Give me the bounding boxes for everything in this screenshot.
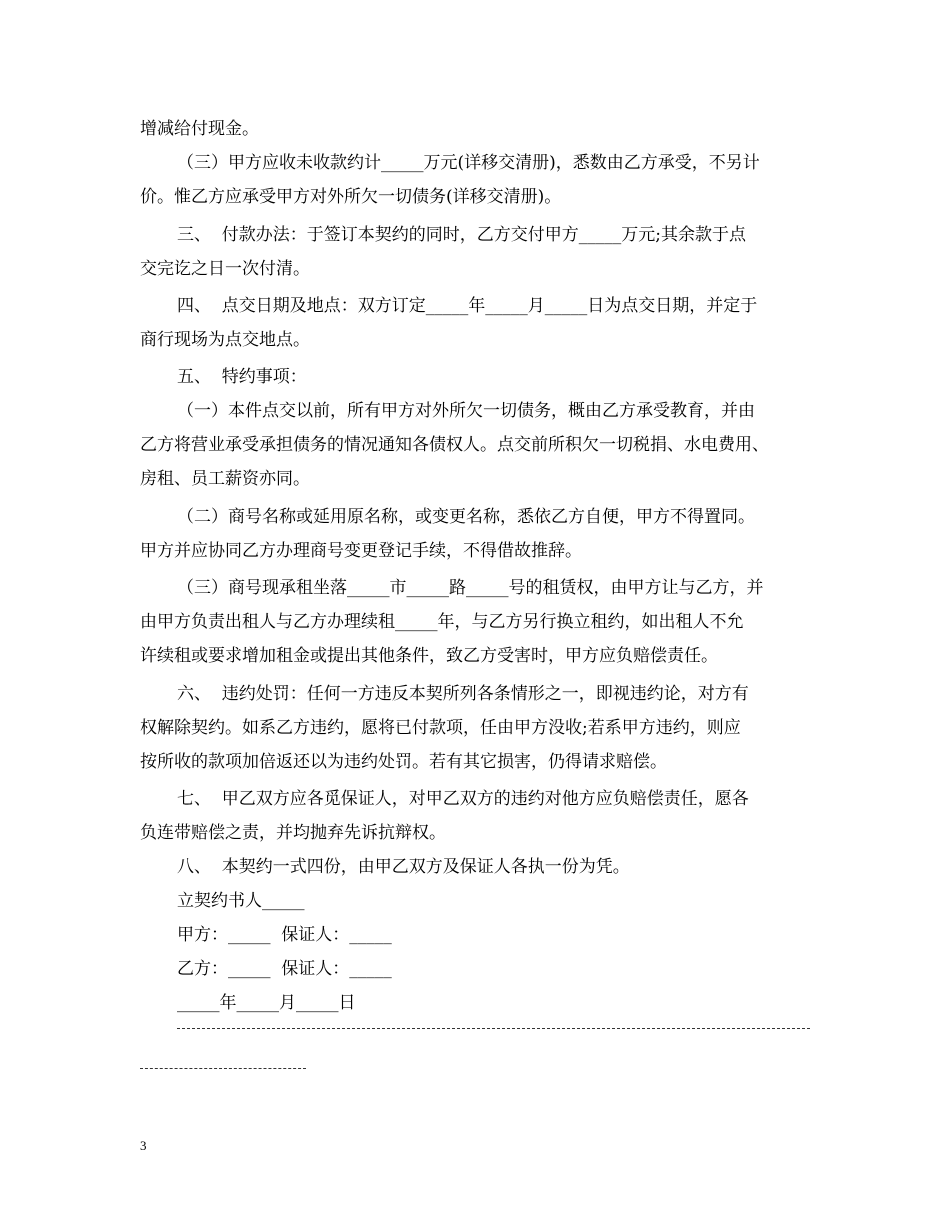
text-line: 房租、员工薪资亦同。 <box>140 469 310 489</box>
text-line: 乙方将营业承受承担债务的情况通知各债权人。点交前所积欠一切税捐、水电费用、 <box>140 435 769 455</box>
text-line: 五、 特约事项： <box>177 367 307 387</box>
text-line: 价。惟乙方应承受甲方对外所欠一切债务(详移交清册)。 <box>140 187 562 207</box>
text-line: （一）本件点交以前，所有甲方对外所欠一切债务，概由乙方承受教育，并由 <box>177 401 755 421</box>
text-line: 由甲方负责出租人与乙方办理续租_____年，与乙方另行换立租约，如出租人不允 <box>140 612 744 632</box>
text-line: 八、 本契约一式四份，由甲乙双方及保证人各执一份为凭。 <box>177 857 630 877</box>
text-line: （二）商号名称或延用原名称，或变更名称，悉依乙方自便，甲方不得置同。 <box>177 507 755 527</box>
text-line: （三）甲方应收未收款约计_____万元(详移交清册)，悉数由乙方承受，不另计 <box>177 153 760 173</box>
text-line: 权解除契约。如系乙方违约，愿将已付款项，任由甲方没收;若系甲方违约，则应 <box>140 718 741 738</box>
party-b-line: 乙方：_____ 保证人：_____ <box>177 959 392 979</box>
text-line: 负连带赔偿之责，并均抛弃先诉抗辩权。 <box>140 823 446 843</box>
separator-rule <box>177 1028 810 1029</box>
text-line: 四、 点交日期及地点：双方订定_____年_____月_____日为点交日期，并定于 <box>177 296 758 316</box>
text-line: 七、 甲乙双方应各觅保证人，对甲乙双方的违约对他方应负赔偿责任，愿各 <box>177 789 749 809</box>
text-line: 增减给付现金。 <box>140 119 259 139</box>
text-line: 六、 违约处罚：任何一方违反本契所列各条情形之一，即视违约论，对方有 <box>177 684 749 704</box>
date-line: _____年_____月_____日 <box>177 993 356 1013</box>
page-number: 3 <box>140 1138 147 1153</box>
text-line: （三）商号现承租坐落_____市_____路_____号的租赁权，由甲方让与乙方，并 <box>177 578 764 598</box>
text-line: 甲方并应协同乙方办理商号变更登记手续，不得借故推辞。 <box>140 541 582 561</box>
text-line: 商行现场为点交地点。 <box>140 330 310 350</box>
signature-line: 立契约书人_____ <box>177 891 305 911</box>
separator-rule-continued <box>140 1068 306 1069</box>
text-line: 三、 付款办法：于签订本契约的同时，乙方交付甲方_____万元;其余款于点 <box>177 225 747 245</box>
text-line: 按所收的款项加倍返还以为违约处罚。若有其它损害，仍得请求赔偿。 <box>140 752 667 772</box>
party-a-line: 甲方：_____ 保证人：_____ <box>177 925 392 945</box>
text-line: 许续租或要求增加租金或提出其他条件，致乙方受害时，甲方应负赔偿责任。 <box>140 646 718 666</box>
text-line: 交完讫之日一次付清。 <box>140 259 310 279</box>
